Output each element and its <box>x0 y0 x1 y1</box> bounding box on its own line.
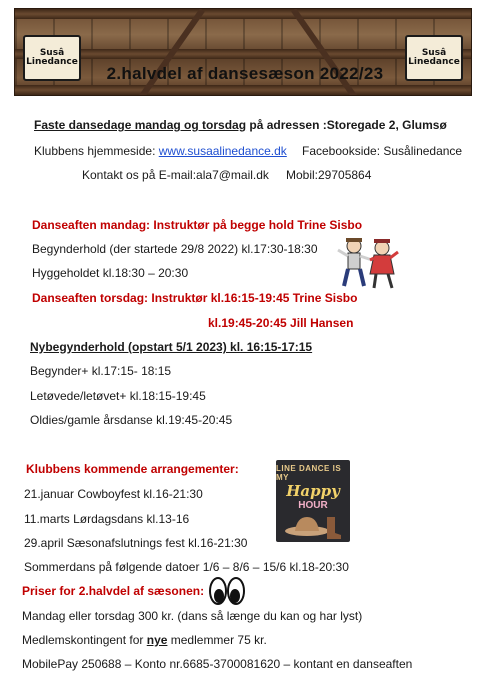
thursday-line-1: Begynder+ kl.17:15- 18:15 <box>30 364 172 378</box>
dancing-couple-illustration <box>334 236 402 292</box>
new-team-line: Nybegynderhold (opstart 5/1 2023) kl. 16:15-17:15 <box>30 340 313 354</box>
events-heading: Klubbens kommende arrangementer: <box>26 462 239 476</box>
homepage-link[interactable]: www.susaalinedance.dk <box>158 144 287 158</box>
happy-hour-poster <box>276 460 350 542</box>
homepage-line <box>34 144 287 158</box>
monday-line-1: Begynderhold (der startede 29/8 2022) kl.17:30-18:30 <box>32 242 318 256</box>
price-line-3: MobilePay 250688 – Konto nr.6685-3700081620 – kontant en danseaften <box>22 657 413 671</box>
barn-door-plank <box>15 9 471 19</box>
event-item: 11.marts Lørdagsdans kl.13-16 <box>24 512 190 526</box>
event-item: 21.januar Cowboyfest kl.16-21:30 <box>24 487 203 501</box>
poster-line-3: HOUR <box>298 500 328 511</box>
cowboy-hat-boots-icon <box>283 511 343 541</box>
event-item: Sommerdans på følgende datoer 1/6 – 8/6 – 15/6 kl.18-20:30 <box>24 560 349 574</box>
club-logo-left: Susâ Linedance <box>23 35 81 81</box>
thursday-heading: Danseaften torsdag: Instruktør kl.16:15-19:45 Trine Sisbo <box>32 291 358 305</box>
contact-email: Kontakt os på E-mail:ala7@mail.dk <box>82 168 269 182</box>
event-item: 29.april Sæsonafslutnings fest kl.16-21:30 <box>24 536 248 550</box>
eyes-icon <box>208 576 246 606</box>
dance-days-address: på adressen :Storegade 2, Glumsø <box>246 118 447 132</box>
homepage-label: Klubbens hjemmeside: <box>34 144 159 158</box>
thursday-heading-2: kl.19:45-20:45 Jill Hansen <box>208 316 354 330</box>
poster-line-1: LINE DANCE IS MY <box>276 464 342 482</box>
monday-line-2: Hyggeholdet kl.18:30 – 20:30 <box>32 266 189 280</box>
thursday-line-3: Oldies/gamle årsdanse kl.19:45-20:45 <box>30 413 233 427</box>
page-title: 2.halvdel af dansesæson 2022/23 <box>106 64 384 83</box>
club-logo-right: Susâ Linedance <box>405 35 463 81</box>
facebook-text: Facebookside: Susålinedance <box>302 144 463 158</box>
barn-door-plank <box>15 49 471 59</box>
new-members-emphasis: nye <box>146 633 168 647</box>
dance-days-line <box>34 118 447 132</box>
dance-days-label: Faste dansedage mandag og torsdag <box>34 118 247 132</box>
prices-heading: Priser for 2.halvdel af sæsonen: <box>22 584 205 598</box>
thursday-line-2: Letøvede/letøvet+ kl.18:15-19:45 <box>30 389 206 403</box>
barn-door-plank <box>15 85 471 95</box>
price-line-2: Medlemskontingent for nye medlemmer 75 kr. <box>22 633 267 647</box>
header-banner <box>14 8 472 96</box>
monday-heading: Danseaften mandag: Instruktør på begge hold Trine Sisbo <box>32 218 363 232</box>
price-line-1: Mandag eller torsdag 300 kr. (dans så længe du kan og har lyst) <box>22 609 363 623</box>
poster-line-2: Happy <box>286 482 340 500</box>
contact-mobile: Mobil:29705864 <box>286 168 372 182</box>
